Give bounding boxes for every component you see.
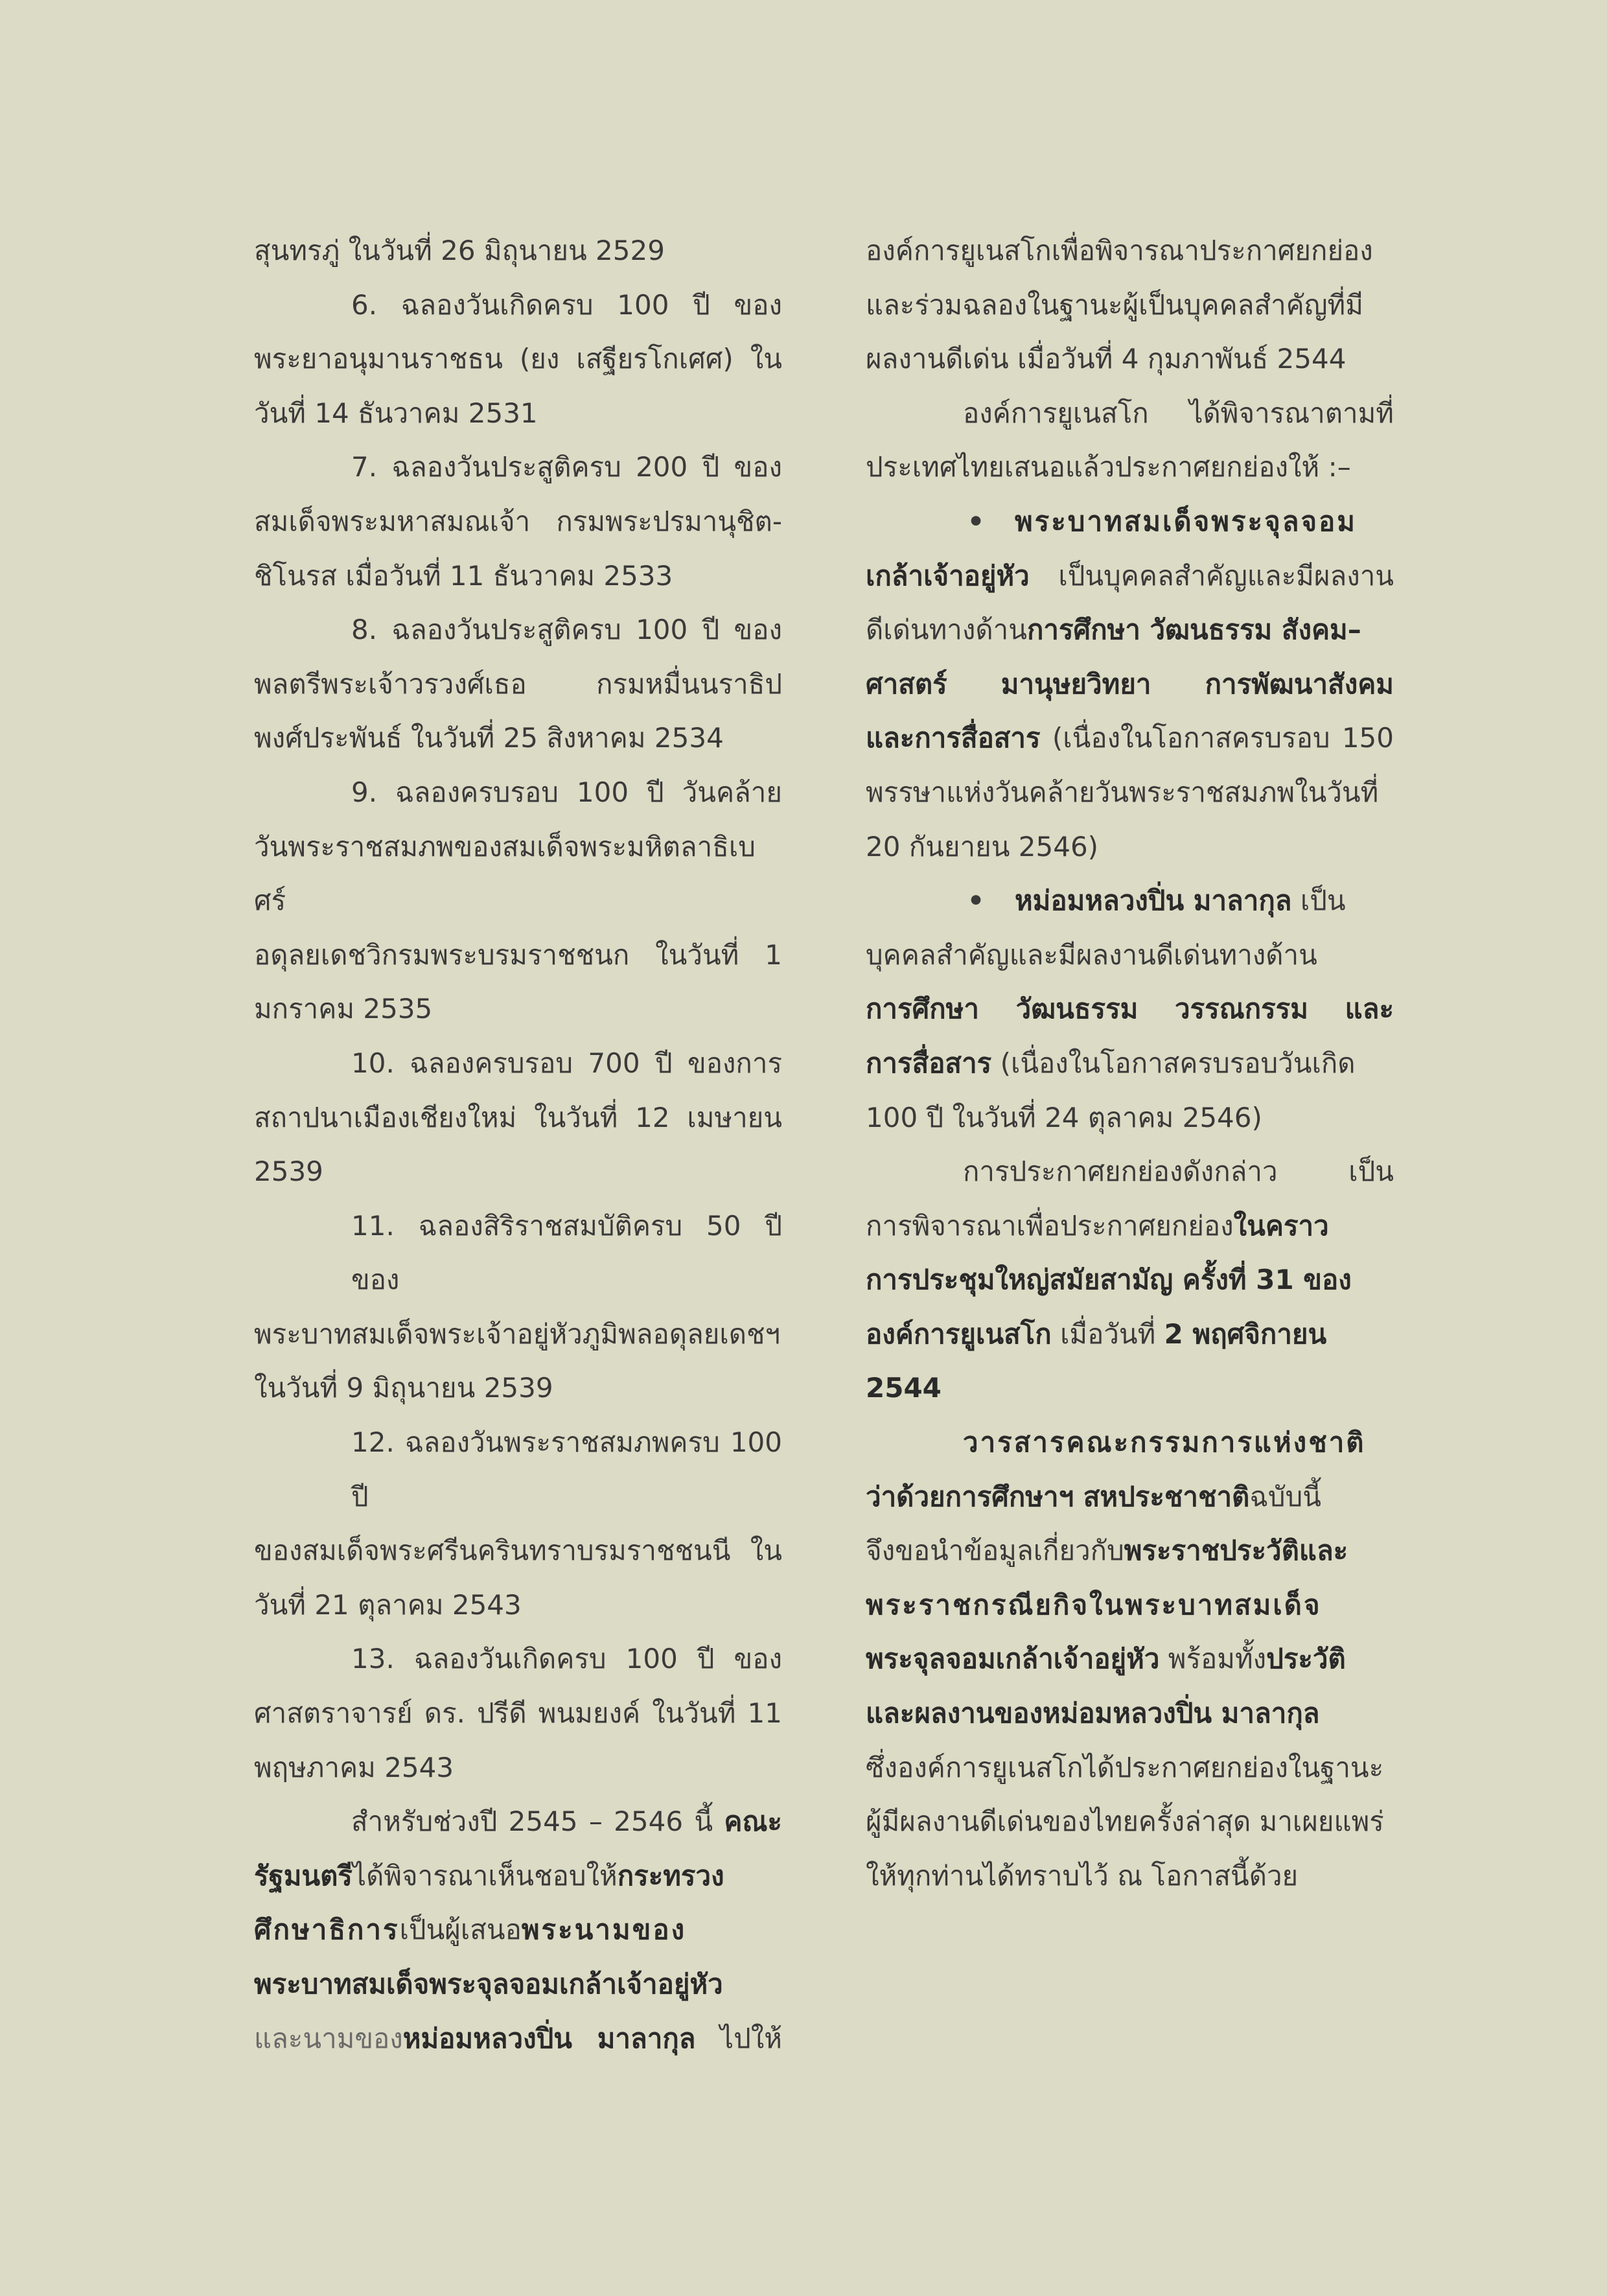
paragraph-line: 2539 (254, 1155, 323, 1188)
paragraph-line: บุคคลสำคัญและมีผลงานดีเด่นทางด้าน (866, 938, 1317, 971)
paragraph-line (254, 1957, 782, 2012)
paragraph-line: วันที่ 21 ตุลาคม 2543 (254, 1588, 522, 1621)
text-run: การพิจารณาเพื่อประกาศยกย่อง (866, 1209, 1234, 1242)
bold-text: การประชุมใหญ่สมัยสามัญ ครั้งที่ 31 ของ (866, 1264, 1352, 1296)
paragraph-line: 20 กันยายน 2546) (866, 830, 1099, 863)
paragraph-line: ผู้มีผลงานดีเด่นของไทยครั้งล่าสุด มาเผยแพร่ (866, 1805, 1384, 1838)
bold-text: ศาสตร์ มานุษยวิทยา การพัฒนาสังคม (866, 667, 1394, 700)
bold-text: และผลงานของหม่อมหลวงปิ่น มาลากุล (866, 1697, 1320, 1730)
paragraph-line: ซึ่งองค์การยูเนสโกได้ประกาศยกย่องในฐานะ (866, 1751, 1384, 1783)
bold-text: 2544 (866, 1372, 942, 1404)
paragraph-line: ศาสตราจารย์ ดร. ปรีดี พนมยงค์ ในวันที่ 11 (254, 1697, 782, 1730)
text-run: (เนื่องในโอกาสครบรอบวันเกิด (1000, 1047, 1356, 1079)
bold-text: พระราชประวัติและ (1124, 1535, 1348, 1567)
paragraph-line: สุนทรภู่ ในวันที่ 26 มิถุนายน 2529 (254, 235, 665, 266)
paragraph-line: สถาปนาเมืองเชียงใหม่ ในวันที่ 12 เมษายน (254, 1101, 782, 1133)
bold-text: รัฐมนตรี (254, 1859, 353, 1892)
text-run: เมื่อวันที่ (1060, 1317, 1156, 1350)
paragraph-line: สมเด็จพระมหาสมณเจ้า กรมพระปรมานุชิต- (254, 505, 782, 537)
text-run: พร้อมทั้ง (1168, 1643, 1267, 1675)
paragraph-line (866, 1253, 1394, 1307)
paragraph-line (866, 1470, 1394, 1524)
bold-text: การศึกษา วัฒนธรรม วรรณกรรม และ (866, 993, 1394, 1025)
list-item-11-line: 11. ฉลองสิริราชสมบัติครบ 50 ปี ของ (351, 1209, 782, 1296)
bold-text: องค์การยูเนสโก (866, 1317, 1052, 1350)
paragraph-line: ผลงานดีเด่น เมื่อวันที่ 4 กุมภาพันธ์ 2544 (866, 343, 1347, 375)
paragraph-line: พรรษาแห่งวันคล้ายวันพระราชสมภพในวันที่ (866, 776, 1379, 808)
paragraph-line: พงศ์ประพันธ์ ในวันที่ 25 สิงหาคม 2534 (254, 722, 724, 754)
text-run: ไปให้ (720, 2022, 782, 2054)
paragraph-line (866, 1361, 1394, 1415)
bullet-item-mlpin (866, 874, 1394, 928)
list-item-8-line: 8. ฉลองวันประสูติครบ 100 ปี ของ (351, 614, 782, 646)
paragraph-line: ในวันที่ 9 มิถุนายน 2539 (254, 1372, 553, 1404)
list-item-9-line: 9. ฉลองครบรอบ 100 ปี วันคล้าย (351, 776, 782, 808)
text-run: และนามของ (254, 2022, 403, 2054)
paragraph-line: ให้ทุกท่านได้ทราบไว้ ณ โอกาสนี้ด้วย (866, 1859, 1299, 1892)
bold-text: การศึกษา วัฒนธรรม สังคม– (1026, 614, 1361, 646)
bold-text: เกล้าเจ้าอยู่หัว (866, 559, 1030, 592)
paragraph-line: การประกาศยกย่องดังกล่าว เป็น (963, 1155, 1394, 1188)
left-column (254, 224, 782, 2065)
paragraph-line: วันพระราชสมภพของสมเด็จพระมหิตลาธิเบศร์ (254, 830, 756, 917)
text-run: ดีเด่นทางด้าน (866, 614, 1027, 646)
paragraph-line (866, 1199, 1394, 1253)
paragraph-line (866, 549, 1394, 603)
text-run: เป็นบุคคลสำคัญและมีผลงาน (1058, 559, 1394, 592)
bold-text: ว่าด้วยการศึกษาฯ สหประชาชาติ (866, 1480, 1250, 1513)
bold-text: พระบาทสมเด็จพระจุลจอม (1015, 505, 1357, 537)
list-item-10-line: 10. ฉลองครบรอบ 700 ปี ของการ (351, 1047, 782, 1079)
paragraph-line (254, 1794, 782, 1849)
paragraph-line: พลตรีพระเจ้าวรวงศ์เธอ กรมหมื่นนราธิป (254, 667, 782, 700)
bullet-icon: • (967, 505, 985, 537)
paragraph-line (254, 1849, 782, 1903)
text-run: สำหรับช่วงปี 2545 – 2546 นี้ (351, 1805, 713, 1838)
paragraph-line: 100 ปี ในวันที่ 24 ตุลาคม 2546) (866, 1101, 1262, 1133)
bold-text: วารสารคณะกรรมการแห่งชาติ (963, 1426, 1366, 1459)
bold-text: การสื่อสาร (866, 1047, 992, 1079)
text-run: เป็นผู้เสนอ (399, 1914, 522, 1946)
paragraph-line (866, 711, 1394, 765)
paragraph-line: มกราคม 2535 (254, 993, 433, 1025)
text-run: (เนื่องในโอกาสครบรอบ 150 (1052, 722, 1394, 754)
bold-text: หม่อมหลวงปิ่น มาลากุล (402, 2022, 696, 2054)
paragraph-line (866, 1036, 1394, 1091)
bold-text: พระจุลจอมเกล้าเจ้าอยู่หัว (866, 1643, 1160, 1675)
paragraph-line (866, 1415, 1394, 1470)
bold-text: ในคราว (1233, 1209, 1329, 1242)
paragraph-line: ชิโนรส เมื่อวันที่ 11 ธันวาคม 2533 (254, 559, 673, 592)
bullet-icon: • (967, 885, 985, 917)
text-run: จึงขอนำข้อมูลเกี่ยวกับ (866, 1535, 1124, 1567)
paragraph-line (866, 1686, 1394, 1741)
paragraph-line: องค์การยูเนสโกเพื่อพิจารณาประกาศยกย่อง (866, 235, 1373, 266)
paragraph-line (866, 603, 1394, 657)
paragraph-line: วันที่ 14 ธันวาคม 2531 (254, 397, 538, 429)
bold-text: พระราชกรณียกิจในพระบาทสมเด็จ (866, 1588, 1322, 1621)
paragraph-line (866, 1524, 1394, 1578)
paragraph-line (866, 982, 1394, 1036)
list-item-7-line: 7. ฉลองวันประสูติครบ 200 ปี ของ (351, 451, 782, 483)
paragraph-line (866, 1578, 1394, 1632)
paragraph-line (866, 1632, 1394, 1686)
bold-text: พระบาทสมเด็จพระจุลจอมเกล้าเจ้าอยู่หัว (254, 1968, 723, 2000)
text-run: ฉบับนี้ (1249, 1480, 1321, 1513)
text-run: ได้พิจารณาเห็นชอบให้ (352, 1859, 618, 1892)
paragraph-line (866, 657, 1394, 712)
bold-text: ประวัติ (1266, 1643, 1346, 1675)
list-item-6-line: 6. ฉลองวันเกิดครบ 100 ปี ของ (351, 288, 782, 321)
bullet-item-king (866, 494, 1394, 549)
bold-text: 2 พฤศจิกายน (1164, 1317, 1327, 1350)
paragraph-line: พระยาอนุมานราชธน (ยง เสฐียรโกเศศ) ใน (254, 343, 782, 375)
paragraph-line (866, 1307, 1394, 1362)
bold-text: กระทรวง (617, 1859, 724, 1892)
list-item-13-line: 13. ฉลองวันเกิดครบ 100 ปี ของ (351, 1643, 782, 1675)
paragraph-line (254, 1903, 782, 1957)
text-run: เป็น (1300, 885, 1346, 917)
paragraph-line: ประเทศไทยเสนอแล้วประกาศยกย่องให้ :– (866, 451, 1351, 483)
paragraph-line: พระบาทสมเด็จพระเจ้าอยู่หัวภูมิพลอดุลยเดชฯ (254, 1317, 781, 1350)
bold-text: ศึกษาธิการ (254, 1914, 400, 1946)
paragraph-line: พฤษภาคม 2543 (254, 1751, 454, 1783)
paragraph-line (254, 2012, 782, 2066)
paragraph-line: ของสมเด็จพระศรีนครินทราบรมราชชนนี ใน (254, 1535, 782, 1567)
paragraph-line: องค์การยูเนสโก ได้พิจารณาตามที่ (963, 397, 1394, 429)
paragraph-line: อดุลยเดชวิกรมพระบรมราชชนก ในวันที่ 1 (254, 938, 782, 971)
bold-text: หม่อมหลวงปิ่น มาลากุล (1015, 885, 1292, 917)
right-column (866, 224, 1394, 1903)
bold-text: และการสื่อสาร (866, 722, 1041, 754)
bold-text: พระนามของ (521, 1914, 687, 1946)
paragraph-line: และร่วมฉลองในฐานะผู้เป็นบุคคลสำคัญที่มี (866, 288, 1363, 321)
list-item-12-line: 12. ฉลองวันพระราชสมภพครบ 100 ปี (351, 1426, 782, 1513)
bold-text: คณะ (724, 1805, 782, 1838)
